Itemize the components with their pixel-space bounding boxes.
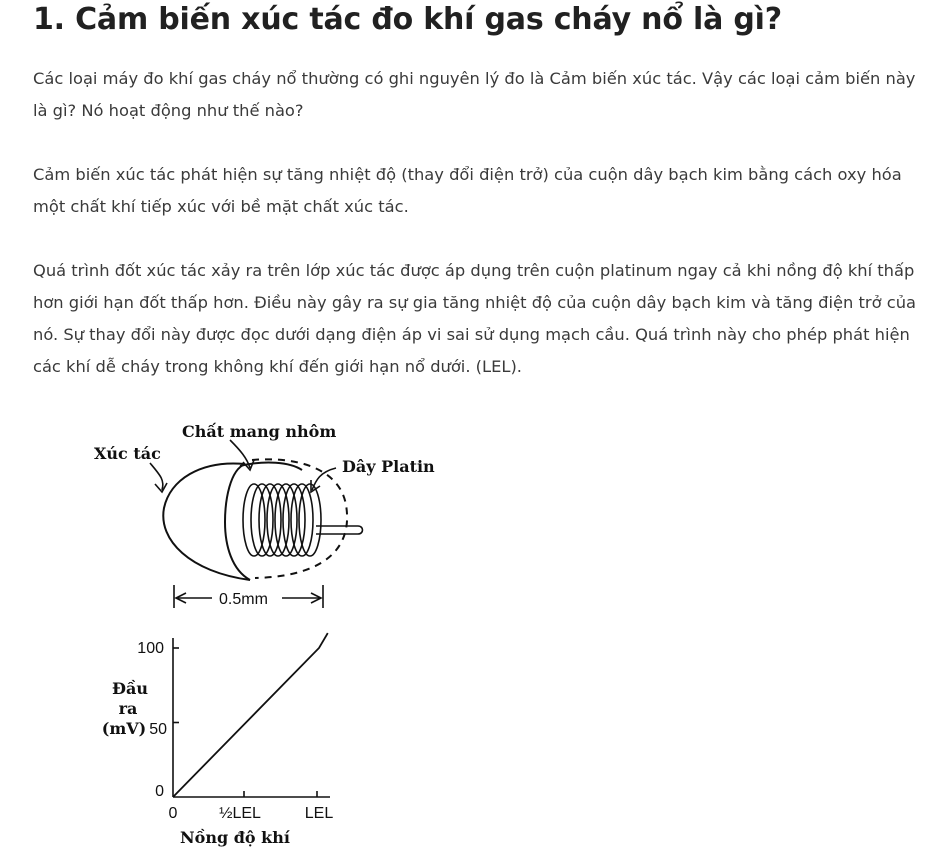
x-tick-label-lel: LEL <box>304 805 334 822</box>
y-tick-label-50: 50 <box>149 721 167 738</box>
label-catalyst: Xúc tác <box>94 444 161 463</box>
catalyst-shell <box>163 463 250 580</box>
bead-diagram <box>150 440 363 608</box>
y-label-line-2: ra <box>118 699 138 718</box>
label-carrier: Chất mang nhôm <box>182 422 337 441</box>
x-axis-label: Nồng độ khí <box>180 828 290 847</box>
alumina-carrier <box>225 464 250 580</box>
catalyst-pointer-head <box>155 483 167 492</box>
series-line <box>173 633 328 797</box>
platinum-coil <box>243 484 321 556</box>
y-tick-label-0: 0 <box>155 783 164 800</box>
x-tick-label-half-lel: ½LEL <box>219 805 261 822</box>
y-label-line-3: (mV) <box>101 719 147 738</box>
lead-wire <box>316 526 363 534</box>
sensor-diagram-svg <box>40 400 500 849</box>
paragraph-process: Quá trình đốt xúc tác xảy ra trên lớp xúc tác được áp dụng trên cuộn platinum ngay cả khi nồng độ khí thấp hơn giới hạn đốt thấp hơn. Điều này gây ra sự gia tăng nhiệt độ của cuộn dây bạch kim và tăng điện trở của nó. Sự thay đổi này được đọc dưới dạng điện áp vi sai sử dụng mạch cầu. Quá trình này cho phép phát hiện các khí dễ cháy trong không khí đến giới hạn nổ dưới. (LEL). <box>33 261 917 376</box>
output-chart <box>102 633 334 847</box>
x-tick-label-0: 0 <box>168 805 178 822</box>
paragraph-definition: Cảm biến xúc tác phát hiện sự tăng nhiệt độ (thay đổi điện trở) của cuộn dây bạch kim bằng cách oxy hóa một chất khí tiếp xúc với bề mặt chất xúc tác. <box>33 165 902 216</box>
article-heading: 1. Cảm biến xúc tác đo khí gas cháy nổ là gì? <box>33 2 782 37</box>
y-tick-marks <box>173 648 179 723</box>
paragraph-intro: Các loại máy đo khí gas cháy nổ thường có ghi nguyên lý đo là Cảm biến xúc tác. Vậy các loại cảm biến này là gì? Nó hoạt động như thế nào? <box>33 69 916 120</box>
y-tick-label-100: 100 <box>137 640 164 657</box>
sensor-figure <box>40 400 500 849</box>
x-tick-marks <box>244 791 317 797</box>
y-label-line-1: Đầu <box>112 679 148 698</box>
label-dimension: 0.5mm <box>219 591 268 608</box>
label-wire: Dây Platin <box>342 457 435 476</box>
